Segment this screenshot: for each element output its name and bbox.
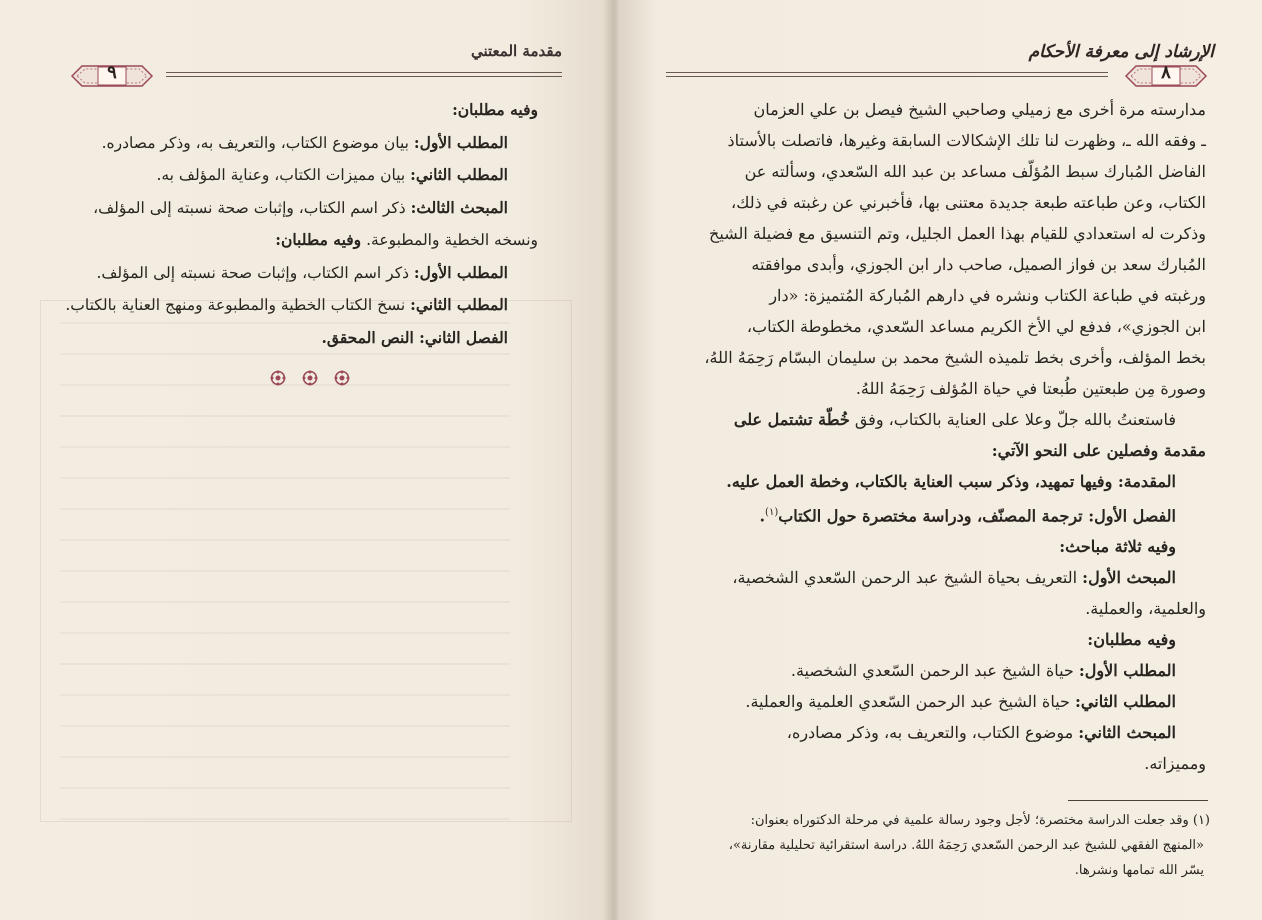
line-text: فاستعنتُ بالله جلّ وعلا على العناية بالكتاب، وفق — [849, 410, 1176, 429]
right-page — [618, 0, 1262, 920]
line-text: حياة الشيخ عبد الرحمن السّعدي العلمية والعملية. — [745, 692, 1075, 712]
line-text: ذكر اسم الكتاب، وإثبات صحة نسبته إلى المؤلف، — [93, 198, 411, 217]
heading-label: المبحث الثالث: — [410, 197, 508, 217]
line-text: حياة الشيخ عبد الرحمن السّعدي الشخصية. — [790, 661, 1079, 681]
footnote-line: (١) وقد جعلت الدراسة مختصرة؛ لأجل وجود رسالة علمية في مرحلة الدكتوراه بعنوان: — [750, 813, 1210, 828]
section-end-stars — [250, 370, 370, 390]
page-number-ornament — [1124, 58, 1208, 94]
line-text: ومميزاته. — [1144, 754, 1206, 774]
line-text: وفيها تمهيد، وذكر سبب العناية بالكتاب، وخطة العمل عليه. — [726, 472, 1118, 491]
heading-label: وفيه ثلاثة مباحث: — [1059, 537, 1176, 557]
line-text: والعلمية، والعملية. — [1085, 599, 1206, 619]
footnote-line: «المنهج الفقهي للشيخ عبد الرحمن السّعدي رَحِمَهُ اللهُ. دراسة استقرائية تحليلية مقارنة»، — [728, 838, 1204, 853]
outline-line — [646, 497, 1206, 531]
outline-line — [646, 531, 1206, 562]
heading-label: المطلب الثاني: — [410, 295, 508, 314]
heading-label: المبحث الأول: — [1082, 568, 1176, 588]
text-line: ابن الجوزي»، فدفع لي الأخ الكريم مساعد السّعدي، مخطوطة الكتاب، — [746, 317, 1206, 336]
outline-line — [646, 748, 1206, 779]
outline-line — [646, 562, 1206, 593]
text-line — [40, 192, 538, 225]
text-line: بخط المؤلف، وأخرى بخط تلميذه الشيخ محمد بن سليمان البسّام رَحِمَهُ اللهُ، — [704, 348, 1206, 367]
text-line: الكتاب، وعن طباعته طبعة جديدة معتنى بها، فأخبرني عن رغبته في ذلك، — [731, 193, 1206, 212]
text-line: ـ وفقه الله ـ، وظهرت لنا تلك الإشكالات السابقة وغيرها، فاتصلت بالأستاذ — [727, 131, 1206, 150]
flower-ornament-icon — [302, 370, 318, 386]
outline-line — [646, 717, 1206, 748]
text-line: ورغبته في طباعة الكتاب ونشره في دارهم المُباركة المُتميزة: «دار — [769, 286, 1206, 305]
outline-line — [646, 593, 1206, 624]
text-line: الفاضل المُبارك سبط المُؤلّف مساعد بن عبد الله السّعدي، وسألته عن — [744, 162, 1206, 181]
line-text: . — [759, 506, 766, 526]
outline-line — [646, 686, 1206, 717]
line-text: ونسخه الخطية والمطبوعة. — [361, 231, 538, 249]
heading-label: وفيه مطلبان: — [275, 230, 362, 249]
heading-label: المقدمة: — [1117, 472, 1176, 491]
text-line — [40, 224, 538, 257]
line-text: بيان موضوع الكتاب، والتعريف به، وذكر مصادره. — [101, 133, 414, 152]
heading-label: المطلب الأول: — [1078, 661, 1176, 681]
header-rule — [666, 72, 1108, 77]
outline-line — [646, 624, 1206, 655]
text-line — [40, 159, 538, 192]
text-line — [40, 127, 538, 160]
heading-label: الفصل الأول: — [1088, 506, 1176, 526]
left-header — [70, 42, 562, 94]
footnote — [638, 808, 1210, 883]
footnote-marker: (١) — [765, 507, 779, 518]
heading-label: وفيه مطلبان: — [1087, 630, 1176, 650]
heading-label: المطلب الأول: — [413, 262, 508, 282]
text-line: وذكرت له استعدادي للقيام بهذا العمل الجليل، وتم التنسيق مع فضيلة الشيخ — [709, 224, 1206, 243]
right-header — [666, 42, 1214, 94]
line-text: التعريف بحياة الشيخ عبد الرحمن السّعدي الشخصية، — [732, 568, 1083, 588]
heading-label: النص المحقق. — [321, 327, 420, 347]
flower-ornament-icon — [334, 370, 350, 386]
text-line — [40, 94, 538, 127]
left-page-number: ٩ — [107, 62, 117, 83]
text-line — [646, 404, 1206, 435]
footnote-line: يسّر الله تمامها ونشرها. — [1074, 863, 1204, 878]
heading-label: وفيه مطلبان: — [452, 100, 538, 119]
line-text: ترجمة المصنّف، ودراسة مختصرة حول الكتاب — [778, 506, 1089, 526]
outline-line — [646, 466, 1206, 497]
heading-label: الفصل الثاني: — [419, 327, 508, 347]
page-number-ornament — [70, 58, 154, 94]
text-line: مدارسته مرة أخرى مع زميلي وصاحبي الشيخ فيصل بن علي العزمان — [753, 100, 1206, 119]
flower-ornament-icon — [270, 370, 286, 386]
heading-label: المطلب الثاني: — [410, 165, 508, 184]
line-text: ذكر اسم الكتاب، وإثبات صحة نسبته إلى المؤلف. — [96, 263, 414, 282]
left-body-text — [40, 94, 538, 354]
text-line: مقدمة وفصلين على النحو الآتي: — [991, 441, 1206, 460]
footnote-rule — [1068, 800, 1208, 801]
left-page — [0, 0, 612, 920]
heading-label: المبحث الثاني: — [1078, 723, 1176, 743]
text-line — [40, 257, 538, 290]
right-page-number: ٨ — [1161, 62, 1171, 83]
line-text: موضوع الكتاب، والتعريف به، وذكر مصادره، — [786, 723, 1079, 743]
text-line — [40, 322, 538, 355]
header-rule — [166, 72, 562, 77]
text-line: وصورة مِن طبعتين طُبعتا في حياة المُؤلف رَحِمَهُ اللهُ. — [855, 379, 1206, 398]
line-text: نسخ الكتاب الخطية والمطبوعة ومنهج العناية بالكتاب. — [65, 296, 411, 314]
right-body-text — [646, 94, 1206, 779]
heading-label: المطلب الأول: — [413, 132, 508, 152]
text-line — [40, 289, 538, 322]
right-running-title: الإرشاد إلى معرفة الأحكام — [1028, 42, 1214, 62]
text-line: المُبارك سعد بن فواز الصميل، صاحب دار ابن الجوزي، وأبدى موافقته — [751, 255, 1206, 274]
heading-label: المطلب الثاني: — [1075, 692, 1176, 712]
line-text: بيان مميزات الكتاب، وعناية المؤلف به. — [156, 166, 411, 184]
outline-line — [646, 655, 1206, 686]
bold-phrase: خُطّة تشتمل على — [733, 410, 850, 429]
left-running-title: مقدمة المعتني — [471, 42, 562, 60]
